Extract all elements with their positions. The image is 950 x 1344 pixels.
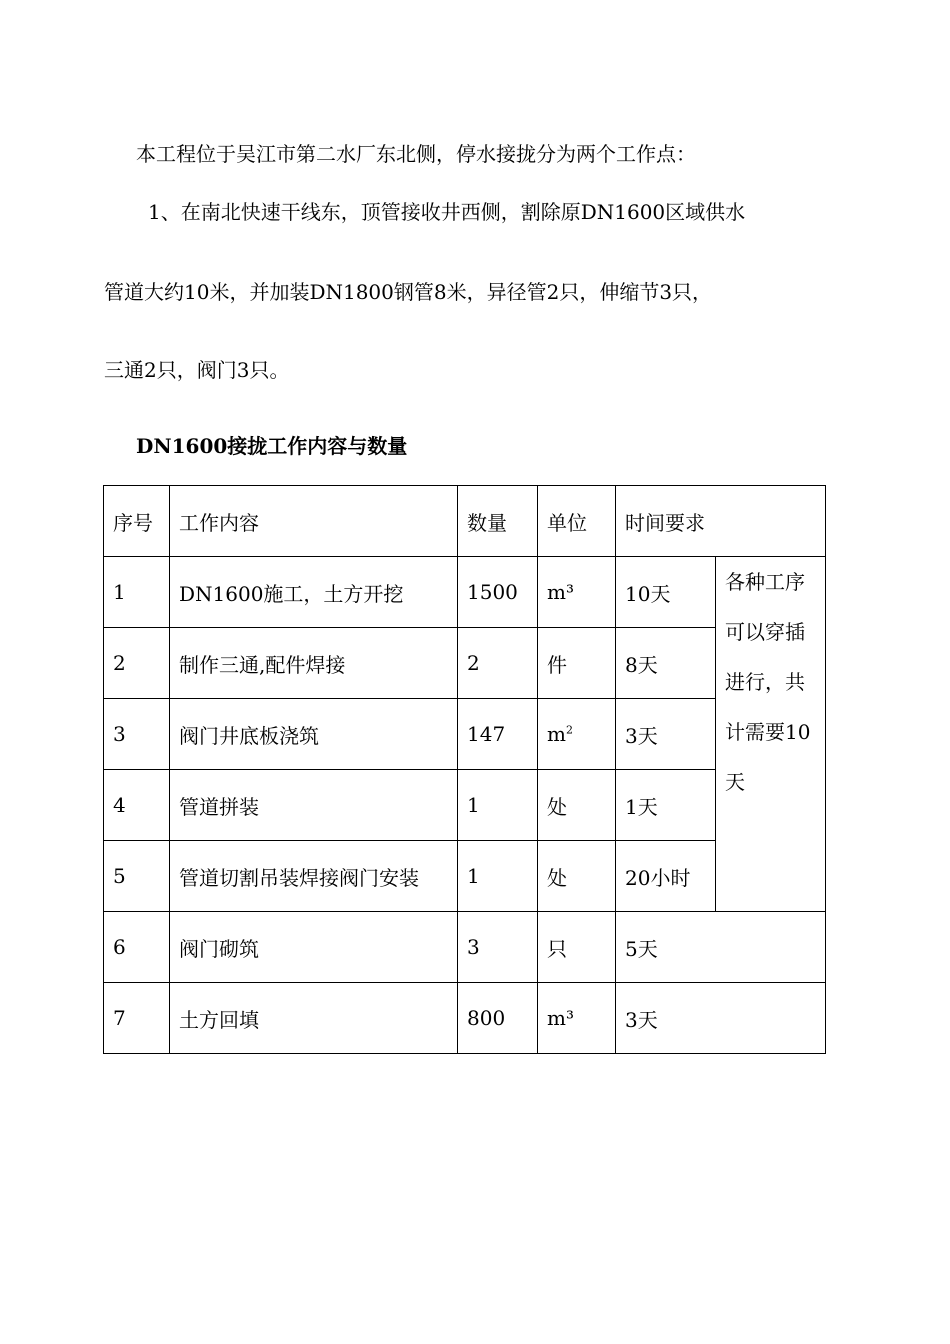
table-row [104,557,826,628]
cell-index: 1 [104,557,170,628]
work-point-1-line-1: 1、在南北快速干线东，顶管接收井西侧，割除原DN1600区域供水 [148,200,746,224]
cell-index: 7 [104,983,170,1054]
cell-index: 6 [104,912,170,983]
work-point-1-line-2: 管道大约10米，并加装DN1800钢管8米，异径管2只，伸缩节3只， [104,280,713,304]
unit-base: m [547,722,566,746]
cell-quantity: 147 [458,699,538,770]
cell-quantity: 3 [458,912,538,983]
cell-quantity: 2 [458,628,538,699]
cell-index: 2 [104,628,170,699]
cell-content: 土方回填 [170,983,458,1054]
cell-index: 3 [104,699,170,770]
cell-index: 4 [104,770,170,841]
cell-quantity: 1 [458,770,538,841]
header-unit: 单位 [538,486,616,557]
cell-unit: 件 [538,628,616,699]
cell-time: 3天 [616,983,826,1054]
cell-content: 管道拼装 [170,770,458,841]
cell-content: 管道切割吊装焊接阀门安装 [170,841,458,912]
cell-quantity: 800 [458,983,538,1054]
cell-time: 1天 [616,770,716,841]
cell-time: 20小时 [616,841,716,912]
cell-content: 制作三通,配件焊接 [170,628,458,699]
intro-paragraph: 本工程位于吴江市第二水厂东北侧，停水接拢分为两个工作点： [136,142,696,166]
cell-index: 5 [104,841,170,912]
work-quantity-table [103,485,826,1054]
cell-quantity: 1 [458,841,538,912]
header-content: 工作内容 [170,486,458,557]
table-row [104,912,826,983]
table-title: DN1600接拢工作内容与数量 [136,434,408,458]
cell-time: 10天 [616,557,716,628]
cell-content: DN1600施工，土方开挖 [170,557,458,628]
cell-content: 阀门砌筑 [170,912,458,983]
work-point-1-line-3: 三通2只，阀门3只。 [104,358,290,382]
cell-time: 8天 [616,628,716,699]
header-time: 时间要求 [616,486,826,557]
cell-quantity: 1500 [458,557,538,628]
cell-unit: m³ [538,557,616,628]
header-index: 序号 [104,486,170,557]
cell-unit [538,699,616,770]
header-quantity: 数量 [458,486,538,557]
unit-superscript: 2 [565,723,573,737]
merged-note-cell: 各种工序可以穿插进行，共计需要10天 [716,557,826,912]
cell-unit: 处 [538,841,616,912]
cell-time: 5天 [616,912,826,983]
cell-unit: m³ [538,983,616,1054]
cell-unit: 只 [538,912,616,983]
table-header-row [104,486,826,557]
cell-content: 阀门井底板浇筑 [170,699,458,770]
cell-time: 3天 [616,699,716,770]
cell-unit: 处 [538,770,616,841]
table-row [104,983,826,1054]
